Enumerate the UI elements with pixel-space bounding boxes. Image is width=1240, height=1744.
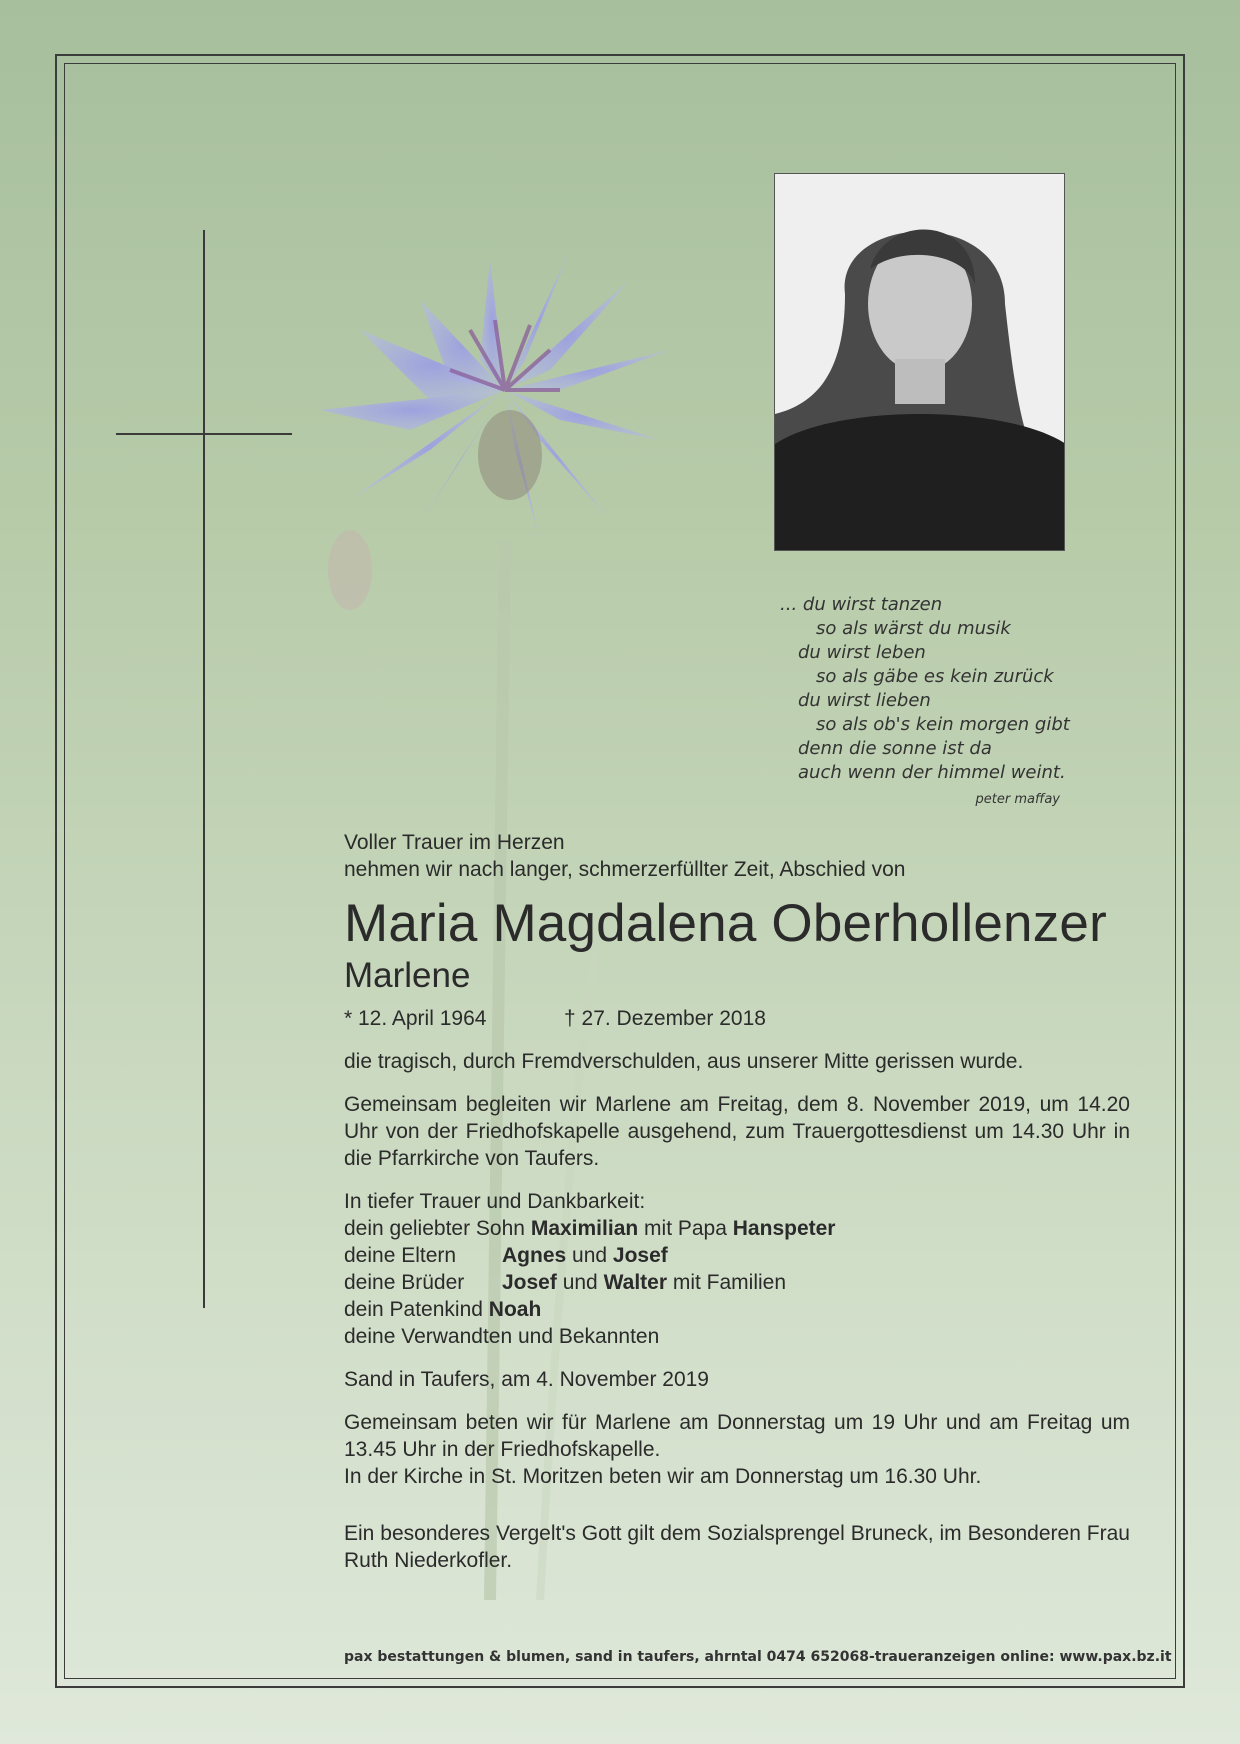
poem-line: du wirst lieben xyxy=(798,690,931,711)
mourners-heading: In tiefer Trauer und Dankbarkeit: xyxy=(344,1190,646,1213)
mourner-godchild xyxy=(344,1296,1130,1323)
portrait-photo xyxy=(774,173,1065,551)
deceased-name: Maria Magdalena Oberhollenzer xyxy=(344,894,1107,953)
poem-line: so als gäbe es kein zurück xyxy=(816,666,1054,687)
poem-line: auch wenn der himmel weint. xyxy=(798,762,1066,783)
mourner-label: dein Patenkind xyxy=(344,1298,483,1321)
mourner-name: Josef xyxy=(502,1271,557,1294)
cross-vertical-bar xyxy=(203,230,205,1308)
mourner-name: Agnes xyxy=(502,1244,567,1267)
cross-horizontal-bar xyxy=(116,433,292,435)
intro-line: Voller Trauer im Herzen xyxy=(344,831,565,854)
poem-line: denn die sonne ist da xyxy=(798,738,992,759)
poem-line: du wirst leben xyxy=(798,642,926,663)
poem xyxy=(780,593,1070,812)
mourner-text: mit Familien xyxy=(672,1271,787,1294)
mourner-label: dein geliebter Sohn xyxy=(344,1217,525,1240)
poem-line: ... du wirst tanzen xyxy=(780,594,943,615)
mourner-parents xyxy=(344,1242,1130,1269)
mourner-label: deine Eltern xyxy=(344,1244,457,1267)
mourner-text: und xyxy=(572,1244,608,1267)
mourner-name: Noah xyxy=(488,1298,542,1321)
mourner-brothers xyxy=(344,1269,1130,1296)
mourner-name: Josef xyxy=(612,1244,668,1267)
mourner-name: Walter xyxy=(603,1271,667,1294)
thanks-text: Ein besonderes Vergelt's Gott gilt dem Sozialsprengel Bruneck, im Besonderen Frau Ruth Niederkofler. xyxy=(344,1522,1130,1572)
birth-date: * 12. April 1964 xyxy=(344,1007,487,1030)
intro-line: nehmen wir nach langer, schmerzerfüllter Zeit, Abschied von xyxy=(344,858,906,881)
death-date: † 27. Dezember 2018 xyxy=(564,1007,766,1030)
poem-line: so als ob's kein morgen gibt xyxy=(816,714,1070,735)
mourners-list xyxy=(344,1188,1130,1350)
mourner-label: deine Brüder xyxy=(344,1271,465,1294)
prayer-text: In der Kirche in St. Moritzen beten wir am Donnerstag um 16.30 Uhr. xyxy=(344,1465,982,1488)
poem-author: peter maffay xyxy=(975,792,1060,807)
footer-imprint: pax bestattungen & blumen, sand in taufers, ahrntal 0474 652068-traueranzeigen online: www.pax.bz.it xyxy=(344,1649,1172,1665)
mourner-son xyxy=(344,1215,1130,1242)
mourner-text: mit Papa xyxy=(644,1217,727,1240)
mourner-name: Hanspeter xyxy=(732,1217,836,1240)
prayer-text: Gemeinsam beten wir für Marlene am Donnerstag um 19 Uhr und am Freitag um 13.45 Uhr in der Friedhofskapelle. xyxy=(344,1411,1130,1461)
poem-line: so als wärst du musik xyxy=(816,618,1011,639)
life-dates xyxy=(344,1005,1130,1032)
obituary-text xyxy=(344,829,1130,1574)
funeral-text: Gemeinsam begleiten wir Marlene am Freitag, dem 8. November 2019, um 14.20 Uhr von der Friedhofskapelle ausgehend, zum Trauergottesdienst um 14.30 Uhr in die Pfarrkirche von Taufers. xyxy=(344,1093,1130,1170)
deceased-nickname: Marlene xyxy=(344,956,471,995)
cause-text: die tragisch, durch Fremdverschulden, aus unserer Mitte gerissen wurde. xyxy=(344,1050,1024,1073)
mourner-text: und xyxy=(562,1271,598,1294)
place-date: Sand in Taufers, am 4. November 2019 xyxy=(344,1368,709,1391)
mourner-relatives: deine Verwandten und Bekannten xyxy=(344,1325,660,1348)
mourner-name: Maximilian xyxy=(530,1217,639,1240)
